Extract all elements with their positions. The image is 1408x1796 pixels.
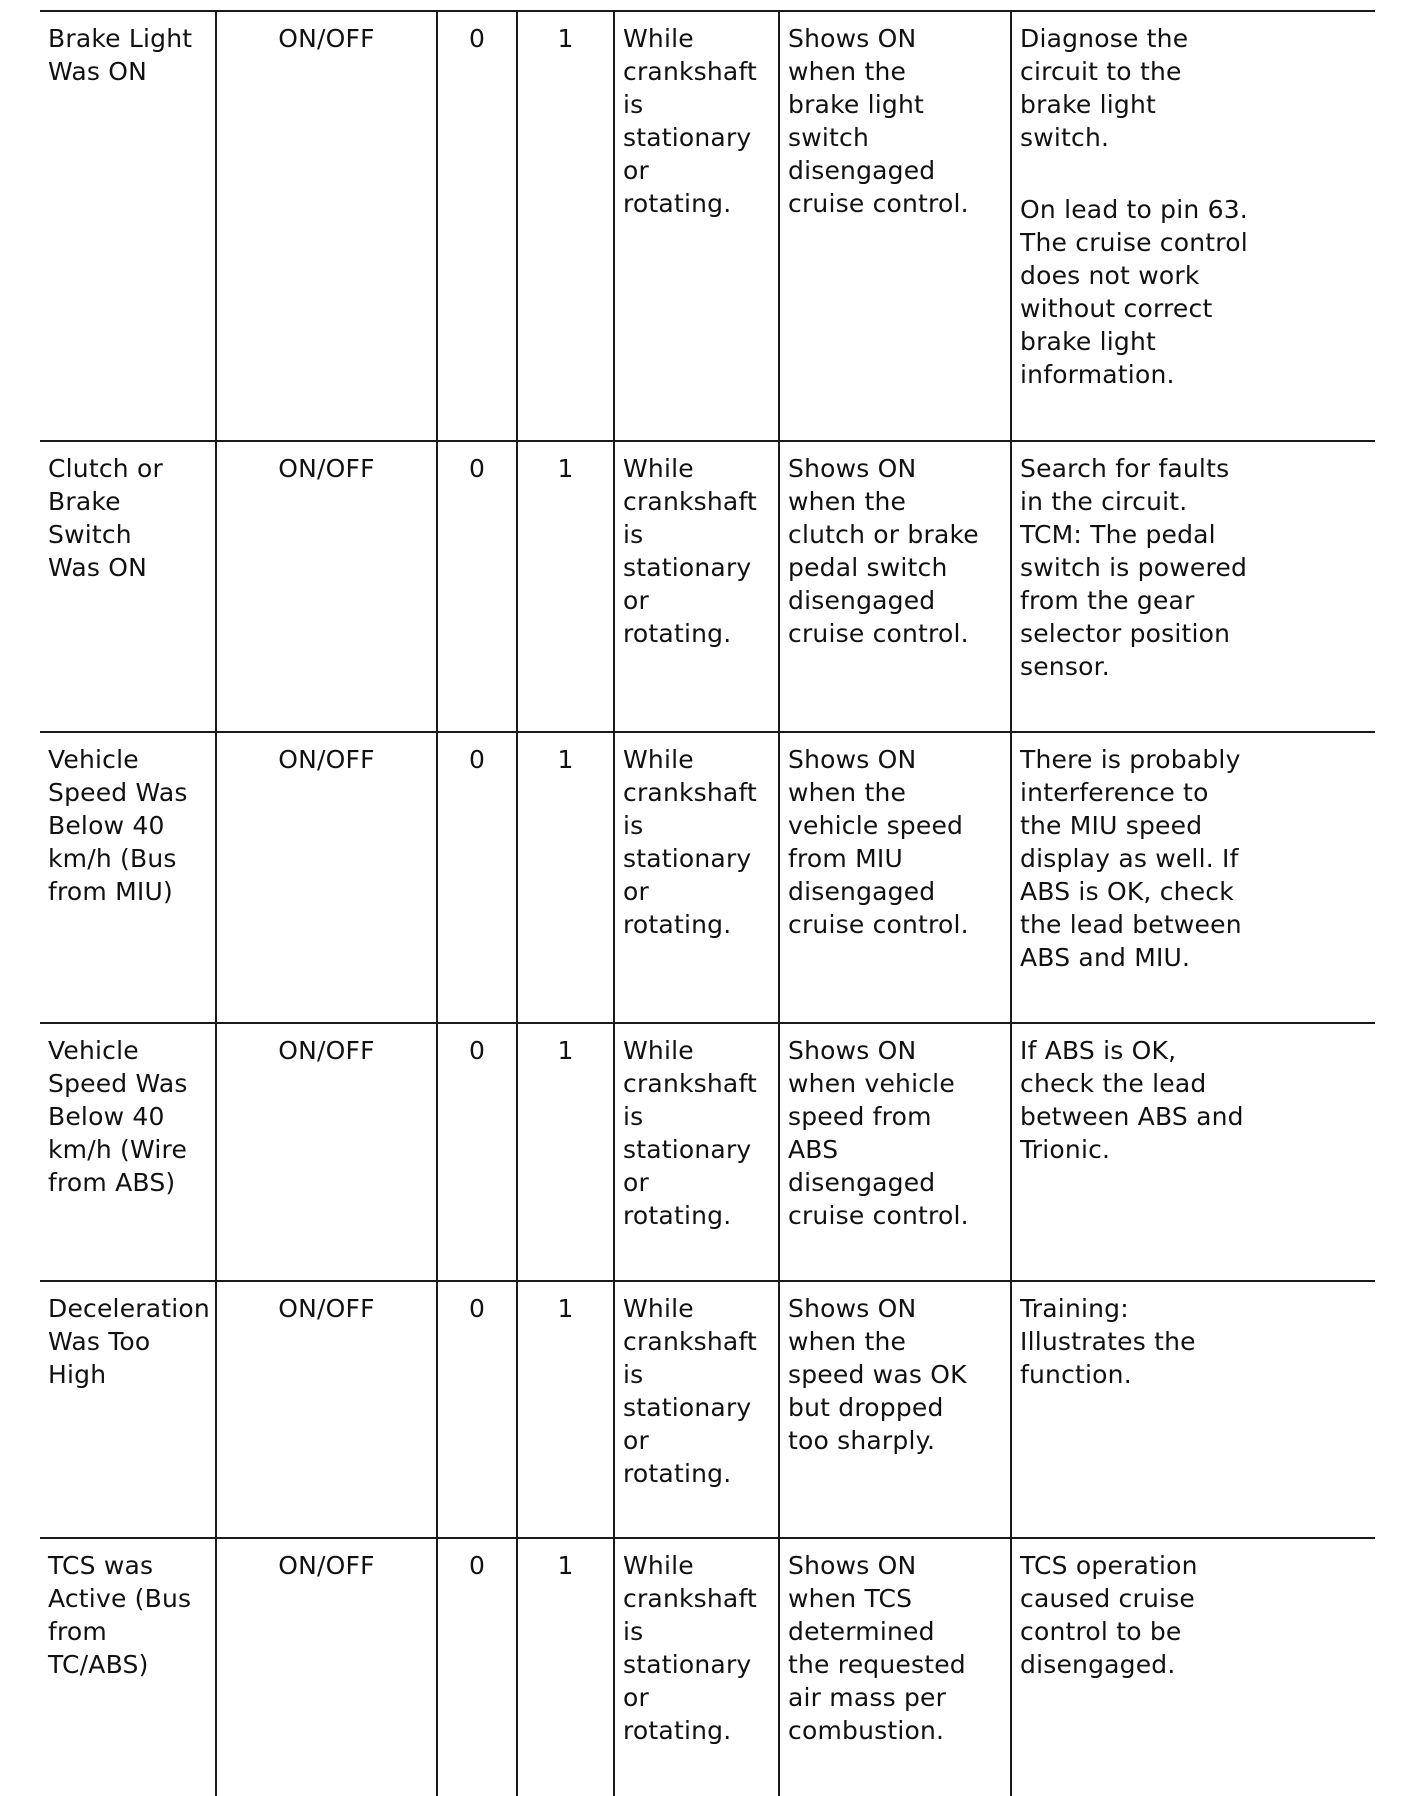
action-cell — [1011, 441, 1375, 732]
parameter-name-line: Speed Was — [48, 1069, 188, 1098]
condition-line: crankshaft — [623, 1069, 758, 1098]
max-cell: 1 — [517, 11, 614, 441]
action-line: disengaged. — [1020, 1650, 1176, 1679]
description-line: but dropped — [788, 1393, 944, 1422]
condition-line: While — [623, 24, 694, 53]
parameter-name-cell — [40, 1538, 216, 1796]
action-line: caused cruise — [1020, 1584, 1195, 1613]
action-line: sensor. — [1020, 652, 1110, 681]
description-line: brake light — [788, 90, 924, 119]
parameter-name-line: Was ON — [48, 57, 147, 86]
condition-line: stationary — [623, 553, 752, 582]
condition-line: stationary — [623, 1135, 752, 1164]
description-line: disengaged — [788, 586, 936, 615]
description-line: pedal switch — [788, 553, 948, 582]
condition-cell — [614, 1538, 779, 1796]
table-row — [40, 1023, 1375, 1281]
action-line: selector position — [1020, 619, 1231, 648]
action-line: check the lead — [1020, 1069, 1207, 1098]
description-line: Shows ON — [788, 454, 917, 483]
description-cell — [779, 732, 1011, 1023]
min-cell: 0 — [437, 11, 517, 441]
condition-line: is — [623, 1360, 644, 1389]
parameter-name-line: from — [48, 1617, 107, 1646]
condition-cell — [614, 1281, 779, 1538]
parameter-name-line: from ABS) — [48, 1168, 176, 1197]
action-line: brake light — [1020, 90, 1156, 119]
condition-line: is — [623, 811, 644, 840]
action-line: from the gear — [1020, 586, 1195, 615]
condition-line: rotating. — [623, 1716, 732, 1745]
action-line: Diagnose the — [1020, 24, 1189, 53]
min-cell: 0 — [437, 441, 517, 732]
table-body — [40, 11, 1375, 1796]
min-cell: 0 — [437, 732, 517, 1023]
description-line: Shows ON — [788, 24, 917, 53]
parameter-name-cell — [40, 1023, 216, 1281]
parameter-name-line: Vehicle — [48, 1036, 139, 1065]
description-line: too sharply. — [788, 1426, 936, 1455]
description-line: from MIU — [788, 844, 903, 873]
description-cell — [779, 441, 1011, 732]
action-line: circuit to the — [1020, 57, 1182, 86]
condition-line: is — [623, 520, 644, 549]
condition-line: or — [623, 586, 649, 615]
action-line: control to be — [1020, 1617, 1182, 1646]
max-cell: 1 — [517, 441, 614, 732]
condition-line: rotating. — [623, 910, 732, 939]
condition-cell — [614, 1023, 779, 1281]
condition-line: or — [623, 156, 649, 185]
max-cell: 1 — [517, 1281, 614, 1538]
table-row — [40, 441, 1375, 732]
action-line: between ABS and — [1020, 1102, 1244, 1131]
condition-line: stationary — [623, 844, 752, 873]
parameter-name-line: Speed Was — [48, 778, 188, 807]
min-cell: 0 — [437, 1281, 517, 1538]
parameter-name-line: Below 40 — [48, 811, 165, 840]
action-line: the MIU speed — [1020, 811, 1203, 840]
action-cell — [1011, 11, 1375, 441]
condition-line: rotating. — [623, 1459, 732, 1488]
parameter-name-line: Clutch or — [48, 454, 163, 483]
condition-line: While — [623, 1551, 694, 1580]
table-row — [40, 1281, 1375, 1538]
parameter-name-cell — [40, 11, 216, 441]
description-line: disengaged — [788, 156, 936, 185]
action-line: display as well. If — [1020, 844, 1239, 873]
description-line: ABS — [788, 1135, 839, 1164]
condition-line: crankshaft — [623, 487, 758, 516]
condition-line: or — [623, 1683, 649, 1712]
condition-line: While — [623, 1036, 694, 1065]
action-line: in the circuit. — [1020, 487, 1188, 516]
condition-line: or — [623, 1168, 649, 1197]
description-line: vehicle speed — [788, 811, 964, 840]
condition-line: crankshaft — [623, 1327, 758, 1356]
description-line: determined — [788, 1617, 935, 1646]
unit-cell: ON/OFF — [216, 732, 437, 1023]
table-row — [40, 732, 1375, 1023]
description-line: cruise control. — [788, 1201, 969, 1230]
diagnostic-parameter-table — [40, 10, 1375, 1796]
action-line: ABS and MIU. — [1020, 943, 1191, 972]
unit-cell: ON/OFF — [216, 1538, 437, 1796]
description-line: clutch or brake — [788, 520, 979, 549]
action-line: function. — [1020, 1360, 1132, 1389]
action-line: If ABS is OK, — [1020, 1036, 1177, 1065]
action-extra-line: does not work — [1020, 261, 1200, 290]
action-cell — [1011, 1023, 1375, 1281]
action-cell — [1011, 1538, 1375, 1796]
condition-line: crankshaft — [623, 1584, 758, 1613]
condition-line: crankshaft — [623, 778, 758, 807]
action-cell — [1011, 1281, 1375, 1538]
condition-cell — [614, 441, 779, 732]
condition-line: While — [623, 1294, 694, 1323]
unit-cell: ON/OFF — [216, 441, 437, 732]
action-extra-line: information. — [1020, 360, 1175, 389]
action-extra-line: The cruise control — [1020, 228, 1248, 257]
description-cell — [779, 1538, 1011, 1796]
max-cell: 1 — [517, 1538, 614, 1796]
description-line: cruise control. — [788, 189, 969, 218]
paragraph-gap — [1020, 154, 1367, 193]
condition-cell — [614, 732, 779, 1023]
description-line: speed was OK — [788, 1360, 967, 1389]
description-line: combustion. — [788, 1716, 945, 1745]
parameter-name-line: from MIU) — [48, 877, 173, 906]
condition-line: While — [623, 454, 694, 483]
condition-line: is — [623, 1102, 644, 1131]
description-line: cruise control. — [788, 910, 969, 939]
parameter-name-line: Was Too — [48, 1327, 151, 1356]
action-extra-line: without correct — [1020, 294, 1213, 323]
action-line: TCM: The pedal — [1020, 520, 1216, 549]
condition-line: stationary — [623, 123, 752, 152]
condition-line: is — [623, 90, 644, 119]
parameter-name-line: Deceleration — [48, 1294, 210, 1323]
description-line: disengaged — [788, 1168, 936, 1197]
action-line: Illustrates the — [1020, 1327, 1196, 1356]
table-row — [40, 1538, 1375, 1796]
description-line: the requested — [788, 1650, 966, 1679]
description-line: speed from — [788, 1102, 932, 1131]
action-extra-line: On lead to pin 63. — [1020, 195, 1248, 224]
action-line: Trionic. — [1020, 1135, 1111, 1164]
parameter-name-cell — [40, 441, 216, 732]
description-line: when TCS — [788, 1584, 913, 1613]
parameter-name-line: Brake Light — [48, 24, 193, 53]
min-cell: 0 — [437, 1538, 517, 1796]
action-line: interference to — [1020, 778, 1209, 807]
parameter-name-line: High — [48, 1360, 107, 1389]
description-line: Shows ON — [788, 1036, 917, 1065]
condition-line: or — [623, 877, 649, 906]
description-cell — [779, 1281, 1011, 1538]
action-line: ABS is OK, check — [1020, 877, 1234, 906]
action-cell — [1011, 732, 1375, 1023]
parameter-name-line: km/h (Wire — [48, 1135, 188, 1164]
parameter-name-line: TC/ABS) — [48, 1650, 149, 1679]
action-line: TCS operation — [1020, 1551, 1198, 1580]
action-line: switch. — [1020, 123, 1110, 152]
condition-line: stationary — [623, 1650, 752, 1679]
parameter-name-line: Brake Switch — [48, 487, 132, 549]
description-line: when the — [788, 487, 907, 516]
description-line: when the — [788, 1327, 907, 1356]
max-cell: 1 — [517, 1023, 614, 1281]
condition-line: rotating. — [623, 1201, 732, 1230]
parameter-name-cell — [40, 1281, 216, 1538]
description-line: cruise control. — [788, 619, 969, 648]
parameter-name-line: Vehicle — [48, 745, 139, 774]
parameter-name-line: Below 40 — [48, 1102, 165, 1131]
parameter-name-line: km/h (Bus — [48, 844, 177, 873]
action-line: Search for faults — [1020, 454, 1230, 483]
action-extra-line: brake light — [1020, 327, 1156, 356]
description-line: air mass per — [788, 1683, 947, 1712]
condition-line: crankshaft — [623, 57, 758, 86]
description-line: Shows ON — [788, 1294, 917, 1323]
condition-line: is — [623, 1617, 644, 1646]
condition-line: rotating. — [623, 619, 732, 648]
action-line: switch is powered — [1020, 553, 1248, 582]
action-line: Training: — [1020, 1294, 1129, 1323]
description-line: Shows ON — [788, 745, 917, 774]
description-line: when the — [788, 57, 907, 86]
parameter-name-line: Was ON — [48, 553, 147, 582]
min-cell: 0 — [437, 1023, 517, 1281]
description-cell — [779, 1023, 1011, 1281]
parameter-name-line: TCS was — [48, 1551, 154, 1580]
description-line: switch — [788, 123, 870, 152]
unit-cell: ON/OFF — [216, 11, 437, 441]
unit-cell: ON/OFF — [216, 1281, 437, 1538]
description-cell — [779, 11, 1011, 441]
action-line: the lead between — [1020, 910, 1242, 939]
description-line: Shows ON — [788, 1551, 917, 1580]
condition-cell — [614, 11, 779, 441]
description-line: disengaged — [788, 877, 936, 906]
description-line: when the — [788, 778, 907, 807]
table-row — [40, 11, 1375, 441]
description-line: when vehicle — [788, 1069, 955, 1098]
condition-line: rotating. — [623, 189, 732, 218]
parameter-name-cell — [40, 732, 216, 1023]
action-line: There is probably — [1020, 745, 1241, 774]
parameter-name-line: Active (Bus — [48, 1584, 192, 1613]
unit-cell: ON/OFF — [216, 1023, 437, 1281]
max-cell: 1 — [517, 732, 614, 1023]
condition-line: While — [623, 745, 694, 774]
condition-line: or — [623, 1426, 649, 1455]
condition-line: stationary — [623, 1393, 752, 1422]
